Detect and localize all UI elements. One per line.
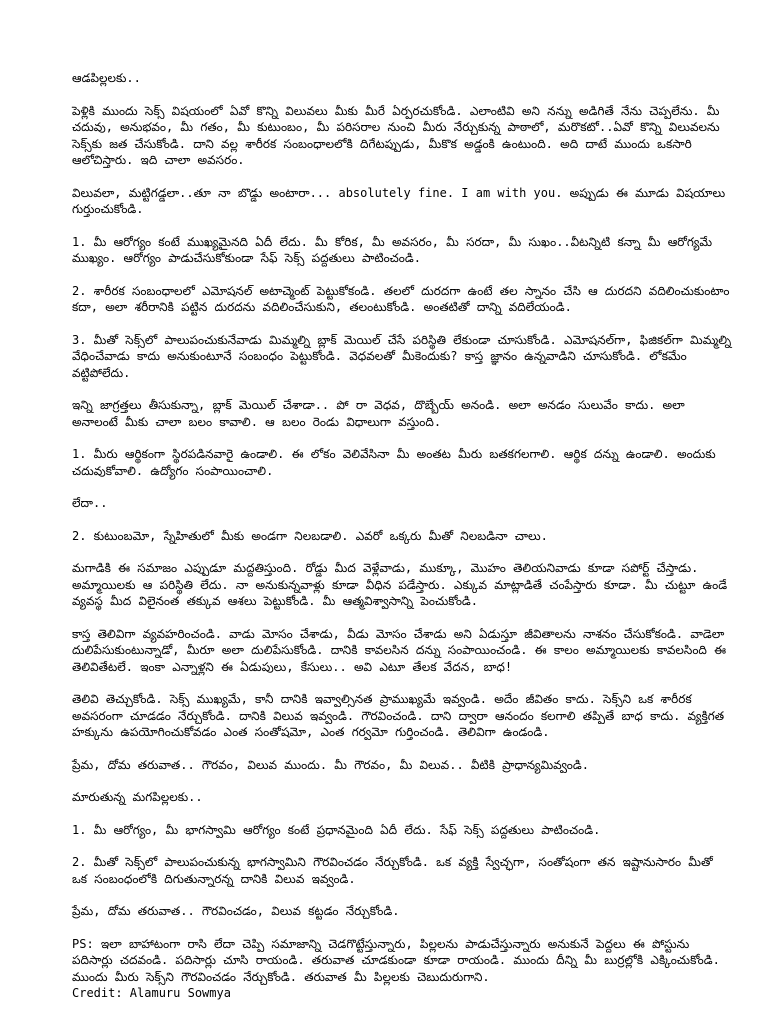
paragraph-respect: తెలివి తెచ్చుకోండి. సెక్స్ ముఖ్యమే, కానీ దానికి ఇవ్వాల్సినత ప్రాముఖ్యమే ఇవ్వండి. అదేం జీవితం కాదు. సెక్స్‌ని ఒక శారీరక అవసరంగా చూడడం నేర్చుకోండి. దానికి విలువ ఇవ్వండి. గౌరవించండి. దాని ద్వారా ఆనందం కలగాలి తప్పితే బాధ కాదు. వ్యక్తిగత హక్కును ఉపయోగించుకోవడం ఎంత సంతోషమో, ఎంత గర్వమో గుర్తించండి. తెలివిగా ఉండండి. bbox=[72, 692, 732, 739]
paragraph-or: లేదా.. bbox=[72, 496, 108, 510]
point-partner-respect: 2. మీతో సెక్స్‌లో పాలుపంచుకున్న భాగస్వామిని గౌరవించడం నేర్చుకోండి. ఒక వ్యక్తి స్వేచ్ఛగా, సంతోషంగా తన ఇష్టానుసారం మీతో ఒక సంబంధంలోకి దిగుతున్నారన్న దానికి విలువ ఇవ్వండి. bbox=[72, 855, 720, 886]
credit-line: Credit: Alamuru Sowmya bbox=[72, 986, 231, 1000]
point-financial: 1. మీరు ఆర్థికంగా స్థిరపడినవారై ఉండాలి. ఈ లోకం వెలివేసినా మీ అంతట మీరు బతకగలగాలి. ఆర్థిక దన్ను ఉండాలి. అందుకు చదువుకోవాలి. ఉద్యోగం సంపాయించాలి. bbox=[72, 447, 723, 478]
paragraph-values: పెళ్లికి ముందు సెక్స్ విషయంలో ఏవో కొన్ని విలువలు మీకు మీరే ఏర్పరచుకోండి. ఎలాంటివి అని నన్ను అడిగితే నేను చెప్పలేను. మీ చదువు, అనుభవం, మీ గతం, మీ కుటుంబం, మీ పరిసరాల నుంచి మీరు నేర్చుకున్న పాఠాలో, మరొకటో..ఏవో కొన్ని విలువలను సెక్స్‌కు జత చేసుకోండి. దాని వల్ల శారీరక సంబంధాలలోకి దిగేటప్పుడు, మీకొక అడ్డంకి ఉంటుంది. అది దాటే ముందు ఒకసారి ఆలోచిస్తారు. ఇది చాలా అవసరం. bbox=[72, 103, 727, 167]
paragraph-love: ప్రేమ, దోమ తరువాత.. గౌరవం, విలువ ముందు. మీ గౌరవం, మీ విలువ.. వీటికి ప్రాధాన్యమివ్వండి. bbox=[72, 757, 589, 772]
paragraph-smart: కాస్త తెలివిగా వ్యవహరించండి. వాడు మోసం చేశాడు, వీడు మోసం చేశాడు అని ఏడుస్తూ జీవితాలను నాశనం చేసుకోకండి. వాడెలా దులిపేసుకుంటున్నాడో, మీరూ అలా దులిపేసుకోండి. దానికి కావలసిన దన్ను సంపాయించండి. ఈ కాలం అమ్మాయిలకు కావలసింది ఈ తెలివితేటలే. ఇంకా ఎన్నాళ్లని ఈ ఏడుపులు, కేసులు.. అవి ఎటూ తేలక వేదన, బాధ! bbox=[72, 626, 734, 674]
point-partner-health: 1. మీ ఆరోగ్యం, మీ భాగస్వామి ఆరోగ్యం కంటే ప్రధానమైంది ఏదీ లేదు. సేఫ్ సెక్స్ పద్దతులు పాటించండి. bbox=[72, 822, 601, 837]
point-family: 2. కుటుంబమో, స్నేహితులో మీకు అండగా నిలబడాలి. ఎవరో ఒక్కరు మీతో నిలబడినా చాలు. bbox=[72, 528, 548, 543]
point-emotional: 2. శారీరక సంబంధాలలో ఎమోషనల్ అటాచ్మెంట్ పెట్టుకోకండి. తలలో దురదగా ఉంటే తల స్నానం చేసి ఆ దురదని వదిలించుకుంటాం కదా, అలా శరీరానికి పట్టిన దురదను వదిలించేసుకుని, తలంటుకోండి. అంతటితో దాన్ని వదిలేయండి. bbox=[72, 283, 737, 314]
heading-girls: ఆడపిల్లలకు.. bbox=[72, 71, 141, 85]
heading-boys: మారుతున్న మగపిల్లలకు.. bbox=[72, 790, 203, 804]
paragraph-love-respect: ప్రేమ, దోమ తరువాత.. గౌరవించడం, విలువ కట్టడం నేర్చుకోండి. bbox=[72, 904, 400, 918]
paragraph-strength: ఇన్ని జాగ్రత్తలు తీసుకున్నా, బ్లాక్ మెయిల్ చేశాడా.. పో రా వెధవ, దొబ్బేయ్ అనండి. అలా అనడం సులువేం కాదు. అలా అనాలంటే మీకు చాలా బలం కావాలి. ఆ బలం రెండు విధాలుగా వస్తుంది. bbox=[72, 398, 692, 429]
paragraph-society: మగాడికి ఈ సమాజం ఎప్పుడూ మద్దతిస్తుంది. రోడ్డు మీద వెళ్లేవాడు, ముక్కూ, మొహం తెలియనివాడు కూడా సపోర్ట్ చేస్తాడు. అమ్మాయిలకు ఆ పరిస్థితి లేదు. నా అనుకున్నవాళ్లు కూడా వీధిన పడేస్తారు. ఎక్కువ మాట్లాడితే చంపేస్తారు కూడా. మీ చుట్టూ ఉండే వ్యవస్థ మీద విలైనంత తక్కువ ఆశలు పెట్టుకోండి. మీ ఆత్మవిశ్వాసాన్ని పెంచుకోండి. bbox=[72, 561, 735, 608]
document-page bbox=[72, 70, 739, 1001]
paragraph-fine: విలువలా, మట్టిగడ్డలా..తూ నా బొడ్డు అంటారా... absolutely fine. I am with you. అప్పుడు ఈ మూడు విషయాలు గుర్తుంచుకోండి. bbox=[72, 185, 733, 216]
point-blackmail: 3. మీతో సెక్స్‌లో పాలుపంచుకునేవాడు మిమ్మల్ని బ్లాక్ మెయిల్ చేసే పరిస్థితి లేకుండా చూసుకోండి. ఎమోషనల్‌గా, ఫిజికల్‌గా మిమ్మల్ని వేధించేవాడు కాదు అనుకుంటూనే సంబంధం పెట్టుకోండి. వెధవలతో మీకెందుకు? కాస్త జ్ఞానం ఉన్నవాడిని చూసుకోండి. లోకమేం వట్టిపోలేదు. bbox=[72, 332, 739, 380]
paragraph-ps: PS: ఇలా బాహాటంగా రాసి లేదా చెప్పి సమాజాన్ని చెడగొట్టేస్తున్నారు, పిల్లలను పాడుచేస్తున్నారు అనుకునే పెద్దలు ఈ పోస్టును పదిసార్లు చదవండి. పదిసార్లు చూసి రాయండి. తరువాత చూడకుండా కూడా రాయండి. ముందు దీన్ని మీ బుర్రల్లోకి ఎక్కించుకోండి. ముందు మీరు సెక్స్‌ని గౌరవించడం నేర్చుకోండి. తరువాత మీ పిల్లలకు చెబుదురుగాని. bbox=[72, 936, 728, 984]
point-health: 1. మీ ఆరోగ్యం కంటే ముఖ్యమైనది ఏదీ లేదు. మీ కోరిక, మీ అవసరం, మీ సరదా, మీ సుఖం..వీటన్నిటి కన్నా మీ ఆరోగ్యమే ముఖ్యం. ఆరోగ్యం పాడుచేసుకోకుండా సేఫ్ సెక్స్ పద్దతులు పాటించండి. bbox=[72, 234, 720, 265]
